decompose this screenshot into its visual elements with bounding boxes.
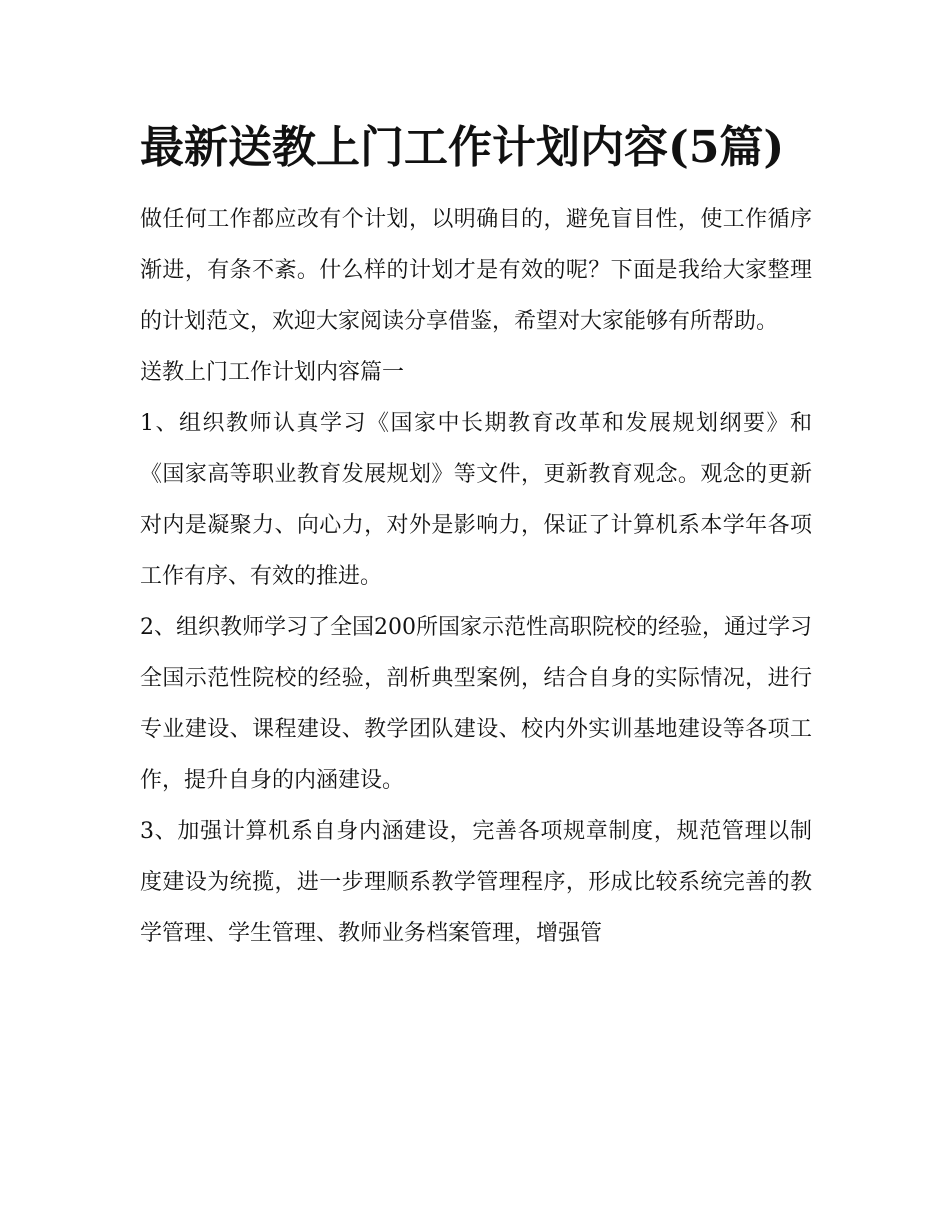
document-title: 最新送教上门工作计划内容(5篇) [140, 122, 785, 173]
list-item-3: 3、加强计算机系自身内涵建设，完善各项规章制度，规范管理以制度建设为统揽，进一步理顺系教学管理程序，形成比较系统完善的教学管理、学生管理、教师业务档案管理，增强管 [140, 819, 812, 946]
section-heading: 送教上门工作计划内容篇一 [140, 360, 405, 385]
document-body [140, 112, 812, 959]
intro-paragraph: 做任何工作都应改有个计划，以明确目的，避免盲目性，使工作循序渐进，有条不紊。什么样的计划才是有效的呢？下面是我给大家整理的计划范文，欢迎大家阅读分享借鉴，希望对大家能够有所帮助。 [140, 207, 812, 334]
list-item-2: 2、组织教师学习了全国200所国家示范性高职院校的经验，通过学习全国示范性院校的经验，剖析典型案例，结合自身的实际情况，进行专业建设、课程建设、教学团队建设、校内外实训基地建设等各项工作，提升自身的内涵建设。 [140, 615, 812, 793]
list-item-1: 1、组织教师认真学习《国家中长期教育改革和发展规划纲要》和《国家高等职业教育发展规划》等文件，更新教育观念。观念的更新对内是凝聚力、向心力，对外是影响力，保证了计算机系本学年各项工作有序、有效的推进。 [140, 411, 812, 589]
